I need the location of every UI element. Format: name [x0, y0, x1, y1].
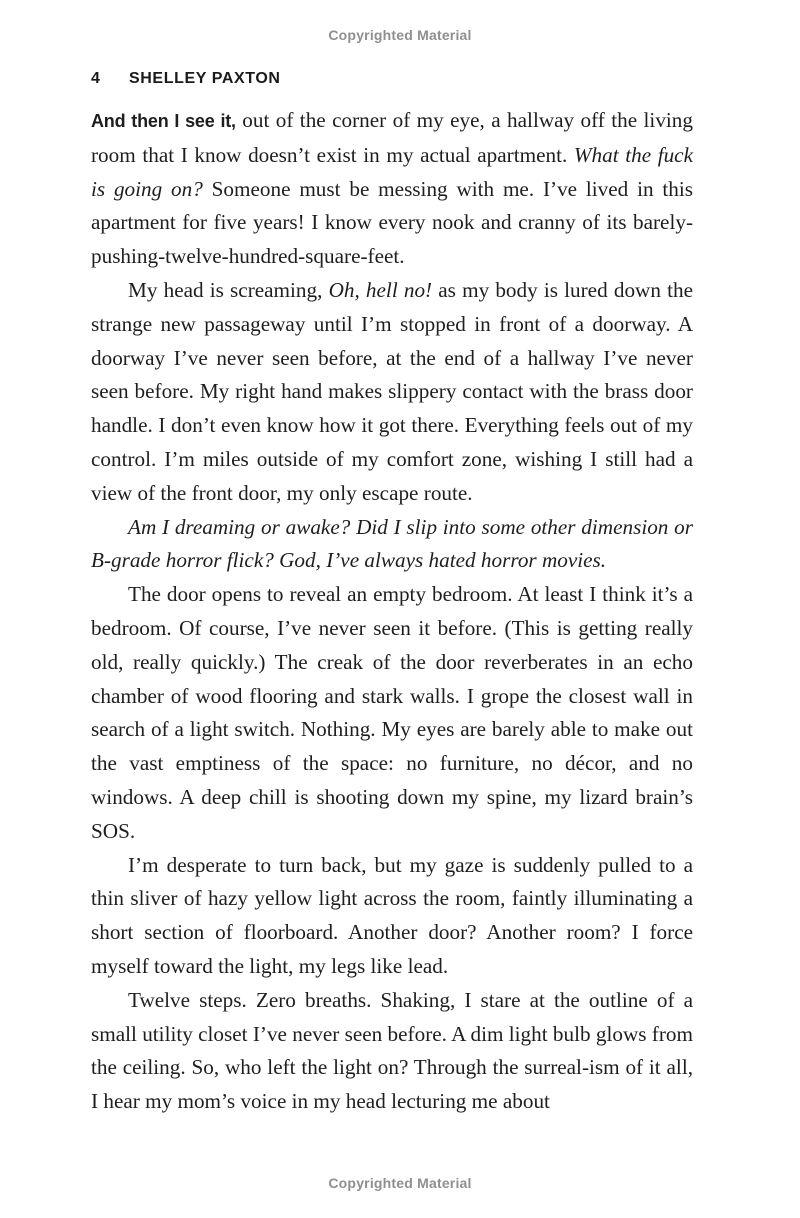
paragraph-text: Someone must be messing with me. I’ve lived in this apartment for five years! I know every nook and cranny of its barely-pushing-twelve-hundred-square-feet.: [91, 176, 693, 269]
paragraph-6: [91, 984, 693, 1119]
paragraph-text: Twelve steps. Zero breaths. Shaking, I stare at the outline of a small utility closet I’ve never seen before. A dim light bulb glows from the ceiling. So, who left the light on? Through the surreal-ism of it all, I hear my mom’s voice in my head lecturing me about: [91, 987, 693, 1114]
paragraph-text: I’m desperate to turn back, but my gaze is suddenly pulled to a thin sliver of hazy yellow light across the room, faintly illuminating a short section of floorboard. Another door? Another room? I force myself toward the light, my legs like lead.: [91, 852, 693, 978]
italic-thought: Oh, hell no!: [328, 277, 433, 302]
paragraph-1: [91, 104, 693, 274]
paragraph-text: The door opens to reveal an empty bedroom. At least I think it’s a bedroom. Of course, I’ve never seen it before. (This is getting really old, really quickly.) The creak of the door reverberates in an echo chamber of wood flooring and stark walls. I grope the closest wall in search of a light switch. Nothing. My eyes are barely able to make out the vast emptiness of the space: no furniture, no décor, and no windows. A deep chill is shooting down my spine, my lizard brain’s SOS.: [91, 582, 693, 843]
paragraph-text: out of the corner of my eye, a hallway off the living room that I know doesn’t exist in my actual apartment.: [91, 108, 693, 167]
paragraph-2: [91, 274, 693, 511]
paragraph-3: [91, 511, 693, 579]
author-name: SHELLEY PAXTON: [129, 70, 281, 87]
copyright-watermark-bottom: Copyrighted Material: [328, 1175, 472, 1191]
italic-thought: Am I dreaming or awake? Did I slip into some other dimension or B-grade horror flick? God, I’ve always hated horror movies.: [91, 514, 693, 573]
page-number: 4: [91, 70, 101, 87]
body-text: [91, 104, 693, 1119]
paragraph-text: as my body is lured down the strange new passageway until I’m stopped in front of a doorway. A doorway I’ve never seen before, at the end of a hallway I’ve never seen before. My right hand makes slippery contact with the brass door handle. I don’t even know how it got there. Everything feels out of my control. I’m miles outside of my comfort zone, wishing I still had a view of the front door, my only escape route.: [91, 277, 693, 505]
italic-thought: What the fuck is going on?: [91, 142, 693, 201]
paragraph-5: [91, 849, 693, 984]
running-header: [91, 70, 281, 88]
paragraph-text: My head is screaming,: [128, 277, 329, 302]
paragraph-4: [91, 578, 693, 848]
copyright-watermark-top: Copyrighted Material: [328, 27, 472, 43]
lead-in: And then I see it,: [91, 111, 236, 131]
